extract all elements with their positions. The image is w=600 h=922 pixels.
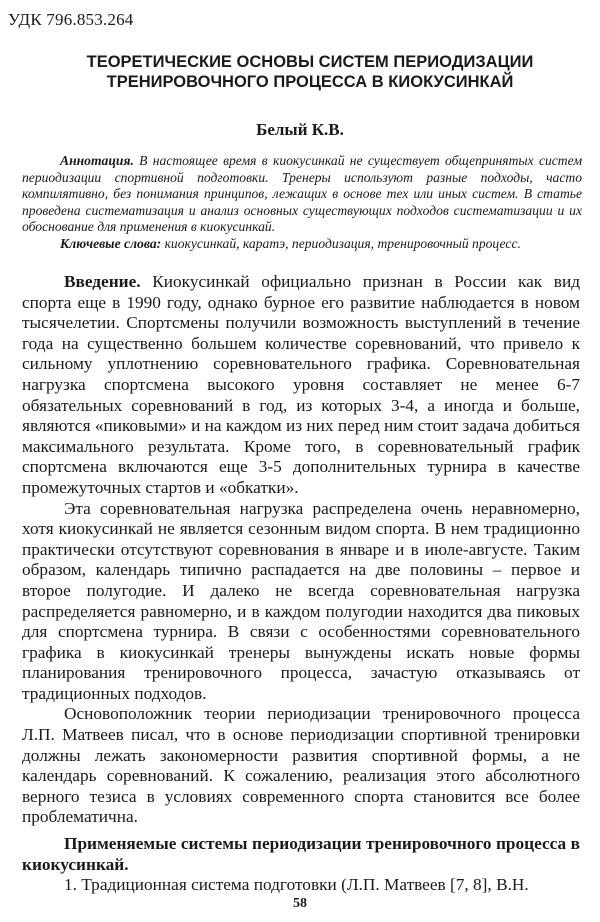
- body-paragraph-3: Основоположник теории периодизации тренировочного процесса Л.П. Матвеев писал, что в основе периодизации спортивной тренировки должны лежать закономерности развития спортивной формы, а не календарь соревнований. К сожалению, реализация этого абсолютного верного тезиса в условиях современного спорта становится все более проблематична.: [22, 704, 580, 827]
- abstract-block: [22, 153, 582, 252]
- keywords-text: киокусинкай, каратэ, периодизация, тренировочный процесс.: [164, 235, 521, 251]
- author-name: Белый К.В.: [256, 120, 344, 139]
- title-line-2: ТРЕНИРОВОЧНОГО ПРОЦЕССА В КИОКУСИНКАЙ: [106, 73, 514, 91]
- abstract-label: Аннотация.: [60, 153, 134, 168]
- section-heading: Применяемые системы периодизации тренировочного процесса в киокусинкай.: [22, 834, 580, 874]
- keywords-paragraph: [22, 236, 582, 253]
- article-body: [22, 272, 580, 896]
- abstract-text: В настоящее время в киокусинкай не существует общепринятых систем периодизации спортивной подготовки. Тренеры используют разные подходы, часто компилятивно, без понимания принципов, лежащих в основе тех или иных систем. В статье проведена систематизация и анализ основных существующих подходов систематизации и их обоснование для применения в киокусинкай.: [22, 153, 582, 234]
- udk-code: УДК 796.853.264: [8, 10, 134, 29]
- body-paragraph-2: Эта соревновательная нагрузка распределена очень неравномерно, хотя киокусинкай не является сезонным видом спорта. В нем традиционно практически отсутствуют соревнования в январе и в июле-августе. Таким образом, календарь типично распадается на две половины – первое и второе полугодие. И далеко не всегда соревновательная нагрузка распределяется равномерно, и в каждом полугодии находится два пиковых для спортсмена турнира. В связи с особенностями соревновательного графика в киокусинкай тренеры вынуждены искать новые формы планирования тренировочного процесса, зачастую отказываясь от традиционных подходов.: [22, 498, 580, 703]
- intro-label: Введение.: [64, 272, 141, 291]
- keywords-label: Ключевые слова:: [60, 235, 162, 251]
- body-paragraph-4: 1. Традиционная система подготовки (Л.П. Матвеев [7, 8], В.Н.: [64, 875, 529, 895]
- title-line-1: ТЕОРЕТИЧЕСКИЕ ОСНОВЫ СИСТЕМ ПЕРИОДИЗАЦИИ: [86, 53, 534, 71]
- abstract-paragraph: [22, 153, 582, 236]
- article-title: [40, 52, 580, 92]
- body-paragraph-1-text: Киокусинкай официально признан в России как вид спорта еще в 1990 году, однако бурное его развитие наблюдается в новом тысячелетии. Спортсмены получили возможность выступлений в течение года на существенно большем количестве соревнований, что привело к сильному уплотнению соревновательного графика. Соревновательная нагрузка спортсмена высокого уровня составляет не менее 6-7 обязательных соревнований в год, из которых 3-4, а иногда и больше, являются «пиковыми» и на каждом из них перед ним стоит задача добиться максимального результата. Кроме того, в соревновательный график спортсмена включаются еще 3-5 дополнительных турнира в качестве промежуточных стартов и «обкатки».: [22, 272, 580, 497]
- body-paragraph-1: [22, 272, 580, 499]
- page-number: 58: [293, 896, 307, 911]
